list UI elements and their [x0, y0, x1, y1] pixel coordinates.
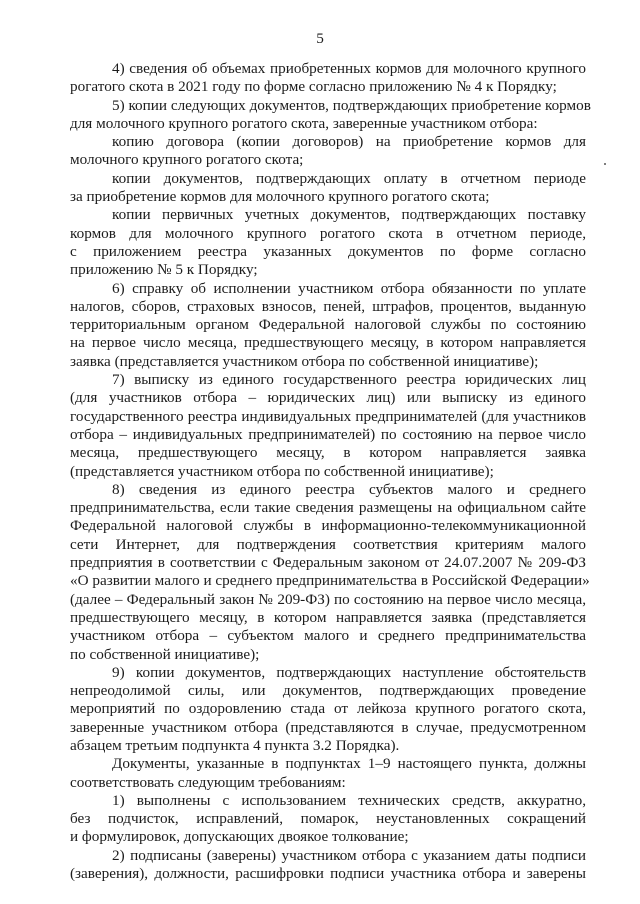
text-line: «О развитии малого и среднего предпринимательства в Российской Федерации»: [70, 572, 590, 590]
text-line: месяца, предшествующего месяцу, в котором направляется заявка: [70, 444, 586, 462]
text-line: (для участников отбора – юридических лиц) или выписку из единого: [70, 389, 586, 407]
text-line: молочного крупного рогатого скота;: [70, 151, 304, 169]
text-line: отбора – индивидуальных предпринимателей) по состоянию на первое число: [70, 425, 586, 443]
text-line: копии документов, подтверждающих оплату в отчетном периоде: [112, 169, 586, 187]
text-line: государственного реестра индивидуальных предпринимателей (для участников: [70, 407, 586, 425]
text-line: 7) выписку из единого государственного реестра юридических лиц: [112, 371, 586, 389]
text-line: мероприятий по оздоровлению стада от лейкоза крупного рогатого скота,: [70, 700, 586, 718]
text-line: 8) сведения из единого реестра субъектов малого и среднего: [112, 480, 586, 498]
text-line: без подчисток, исправлений, помарок, неустановленных сокращений: [70, 810, 586, 828]
text-line: за приобретение кормов для молочного крупного рогатого скота;: [70, 188, 490, 206]
text-line: Федеральной налоговой службы в информационно-телекоммуникационной: [70, 517, 586, 535]
text-line: сети Интернет, для подтверждения соответствия критериям малого: [70, 535, 586, 553]
text-line: кормов для молочного крупного рогатого скота в отчетном периоде,: [70, 224, 586, 242]
text-line: 6) справку об исполнении участником отбора обязанности по уплате: [112, 279, 586, 297]
text-line: копию договора (копии договоров) на приобретение кормов для: [112, 133, 586, 151]
text-line: с приложением реестра указанных документов по форме согласно: [70, 242, 586, 260]
text-line: соответствовать следующим требованиям:: [70, 773, 346, 791]
page-number: 5: [316, 30, 324, 47]
text-line: предшествующего месяцу, в котором направляется заявка (представляется: [70, 608, 586, 626]
text-line: участником отбора – субъектом малого и среднего предпринимательства: [70, 627, 586, 645]
text-line: непреодолимой силы, или документов, подтверждающих проведение: [70, 682, 586, 700]
text-line: предприятия в соответствии с Федеральным законом от 24.07.2007 № 209-ФЗ: [70, 554, 586, 572]
text-line: территориальным органом Федеральной налоговой службы по состоянию: [70, 316, 586, 334]
text-line: приложению № 5 к Порядку;: [70, 261, 258, 279]
text-line: Документы, указанные в подпунктах 1–9 настоящего пункта, должны: [112, 755, 586, 773]
text-line: абзацем третьим подпункта 4 пункта 3.2 Порядка).: [70, 736, 400, 754]
text-line: заявка (представляется участником отбора по собственной инициативе);: [70, 352, 539, 370]
text-line: (далее – Федеральный закон № 209-ФЗ) по состоянию на первое число месяца,: [70, 590, 586, 608]
text-line: налогов, сборов, страховых взносов, пеней, штрафов, процентов, выданную: [70, 297, 586, 315]
text-line: (представляется участником отбора по собственной инициативе);: [70, 462, 494, 480]
text-line: 5) копии следующих документов, подтверждающих приобретение кормов: [112, 96, 591, 114]
text-line: копии первичных учетных документов, подтверждающих поставку: [112, 206, 586, 224]
text-line: рогатого скота в 2021 году по форме согласно приложению № 4 к Порядку;: [70, 78, 557, 96]
text-line: 1) выполнены с использованием технических средств, аккуратно,: [112, 791, 586, 809]
document-body: [70, 60, 591, 883]
text-line: заверенные участником отбора (представляются в случае, предусмотренном: [70, 718, 586, 736]
text-line: на первое число месяца, предшествующего месяцу, в котором направляется: [70, 334, 586, 352]
text-line: по собственной инициативе);: [70, 645, 260, 663]
text-line: (заверения), должности, расшифровки подписи участника отбора и заверены: [70, 865, 586, 883]
scan-speck: [604, 163, 606, 165]
text-line: предпринимательства, если такие сведения размещены на официальном сайте: [70, 499, 586, 517]
text-line: 4) сведения об объемах приобретенных кормов для молочного крупного: [112, 60, 586, 77]
text-line: для молочного крупного рогатого скота, заверенные участником отбора:: [70, 114, 538, 132]
text-line: 9) копии документов, подтверждающих наступление обстоятельств: [112, 663, 586, 681]
text-line: 2) подписаны (заверены) участником отбора с указанием даты подписи: [112, 846, 586, 864]
text-line: и формулировок, допускающих двоякое толкование;: [70, 828, 409, 846]
